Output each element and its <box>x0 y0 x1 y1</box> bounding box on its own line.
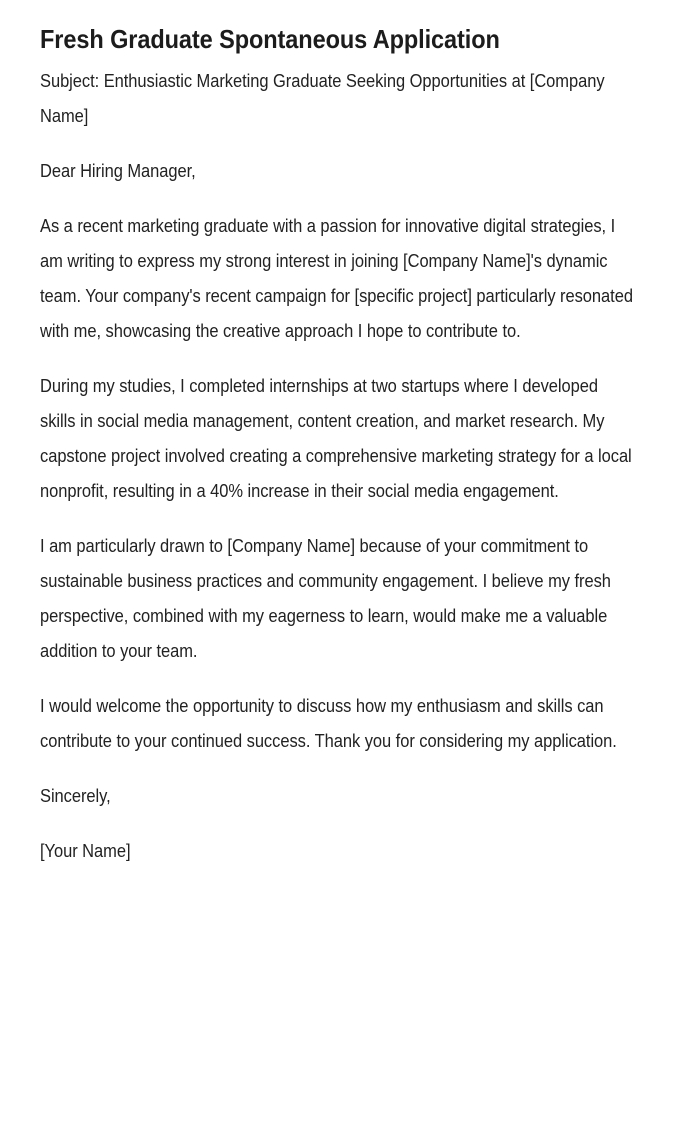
salutation: Dear Hiring Manager, <box>40 161 196 181</box>
signature-line: [Your Name] <box>40 841 131 861</box>
subject-line: Subject: Enthusiastic Marketing Graduate Seeking Opportunities at [Company Name] <box>40 71 605 126</box>
body-paragraph-3: I am particularly drawn to [Company Name] because of your commitment to sustainable business practices and community engagement. I believe my fresh perspective, combined with my eagerness to learn, would make me a valuable addition to your team. <box>40 536 611 661</box>
page-title: Fresh Graduate Spontaneous Application <box>40 24 500 54</box>
closing-line: Sincerely, <box>40 786 111 806</box>
body-paragraph-1: As a recent marketing graduate with a passion for innovative digital strategies, I am writing to express my strong interest in joining [Company Name]'s dynamic team. Your company's recent campaign for [specific project] particularly resonated with me, showcasing the creative approach I hope to contribute to. <box>40 216 633 341</box>
letter-body <box>40 64 660 869</box>
body-paragraph-2: During my studies, I completed internships at two startups where I developed skills in social media management, content creation, and market research. My capstone project involved creating a comprehensive marketing strategy for a local nonprofit, resulting in a 40% increase in their social media engagement. <box>40 376 632 501</box>
body-paragraph-4: I would welcome the opportunity to discuss how my enthusiasm and skills can contribute to your continued success. Thank you for considering my application. <box>40 696 617 751</box>
